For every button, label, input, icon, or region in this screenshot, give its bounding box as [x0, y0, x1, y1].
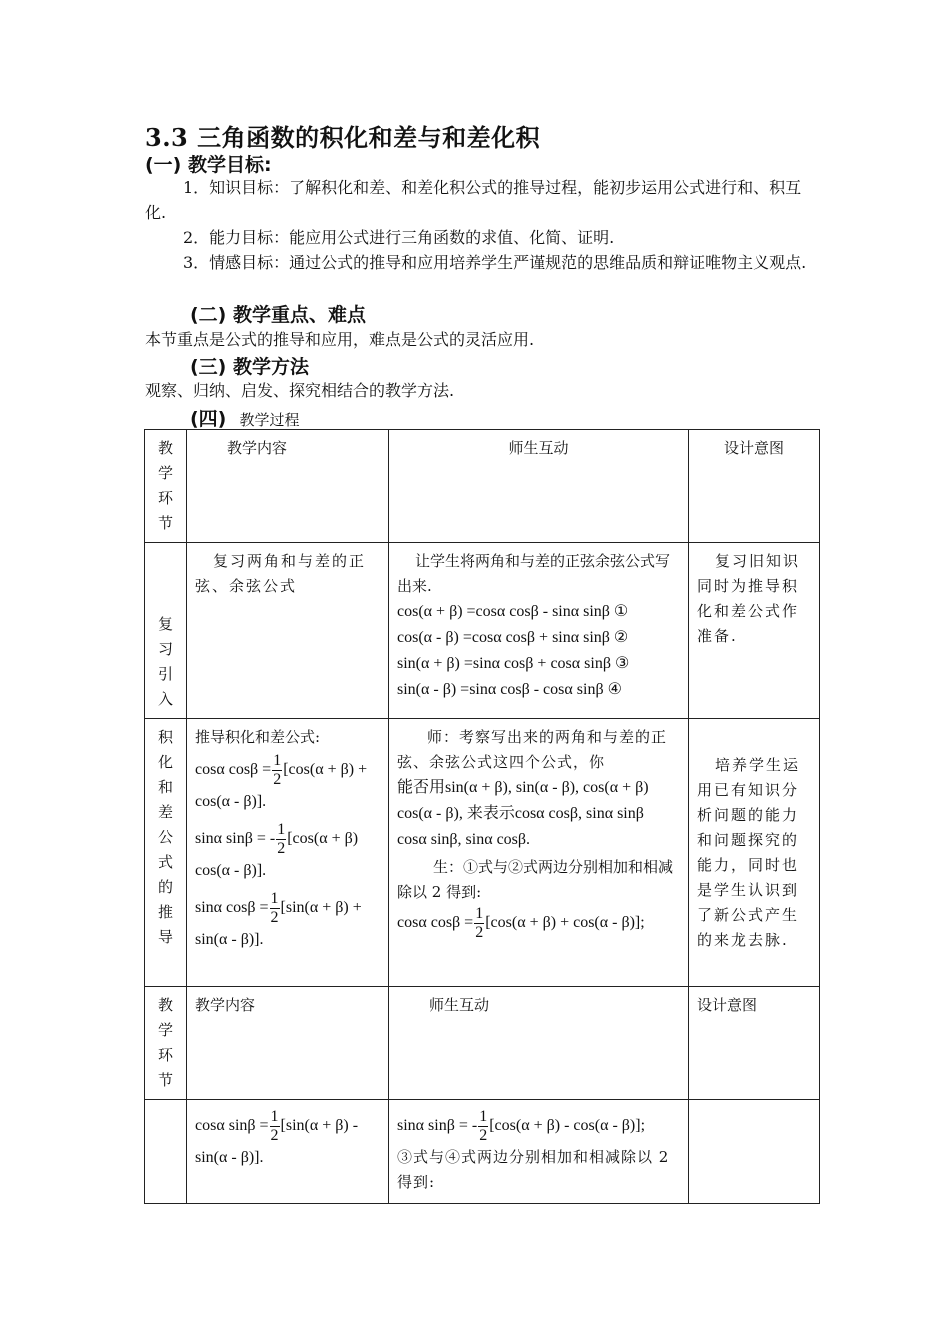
- header-stage-repeat-text: 教 学 环 节: [157, 996, 173, 1089]
- intent-review: 复习旧知识同时为推导积化和差公式作准备.: [689, 543, 820, 719]
- header-content: 教学内容: [187, 430, 389, 543]
- section-1-heading: (一) 教学目标:: [145, 154, 272, 176]
- stage-review: [145, 543, 187, 719]
- header-stage: [145, 430, 187, 543]
- section-3-heading: (三) 教学方法: [190, 356, 309, 378]
- objective-2: 2．能力目标：能应用公式进行三角函数的求值、化简、证明.: [183, 228, 615, 247]
- product-formula-3: [195, 890, 380, 927]
- product-formula-4-lhs: cosα sinβ =: [195, 1117, 269, 1135]
- result-formula-rhs: [cos(α + β) + cos(α - β)];: [485, 914, 645, 932]
- teacher-prompt: 师：考察写出来的两角和与差的正弦、余弦公式这四个公式，你: [397, 728, 668, 771]
- half-fraction: [478, 1108, 488, 1145]
- fraction-denominator: 2: [270, 1127, 279, 1144]
- objective-3: 3．情感目标：通过公式的推导和应用培养学生严谨规范的思维品质和辩证唯物主义观点.: [183, 253, 807, 272]
- formula-1: cos(α + β) =cosα cosβ - sinα sinβ ①: [397, 603, 629, 620]
- table-row: [145, 719, 820, 987]
- fraction-numerator: 1: [270, 890, 279, 907]
- fraction-denominator: 2: [273, 771, 282, 788]
- result-formula: [397, 905, 680, 942]
- result-formula-2-lhs: sinα sinβ = -: [397, 1117, 478, 1135]
- header-stage-repeat: [145, 987, 187, 1100]
- header-interaction-repeat: 师生互动: [389, 987, 689, 1100]
- product-formula-1: [195, 752, 380, 789]
- objective-1: 1．知识目标：了解积化和差、和差化积公式的推导过程，能初步运用公式进行和、积互化.: [145, 178, 802, 222]
- stage-empty: [145, 1100, 187, 1204]
- section-4-heading: [190, 404, 299, 431]
- result-formula-lhs: cosα cosβ =: [397, 914, 474, 932]
- half-fraction: [272, 752, 282, 789]
- product-formula-4: [195, 1108, 380, 1145]
- fraction-denominator: 2: [475, 924, 484, 941]
- fraction-numerator: 1: [475, 905, 484, 922]
- product-formula-1-lhs: cosα cosβ =: [195, 761, 272, 779]
- content-continue: [187, 1100, 389, 1204]
- fraction-numerator: 1: [270, 1108, 279, 1125]
- product-formula-3-lhs: sinα cosβ =: [195, 899, 269, 917]
- content-review: 复习两角和与差的正弦、余弦公式: [187, 543, 389, 719]
- half-fraction: [474, 905, 484, 942]
- product-formula-2-lhs: sinα sinβ = -: [195, 830, 276, 848]
- fraction-denominator: 2: [479, 1127, 488, 1144]
- half-fraction: [276, 821, 286, 858]
- question-line-2: cos(α - β), 来表示cosα cosβ, sinα sinβ: [397, 805, 644, 822]
- result-formula-2: [397, 1108, 680, 1145]
- product-formula-4-cont: sin(α - β)].: [195, 1149, 264, 1166]
- product-formula-1-cont: cos(α - β)].: [195, 793, 267, 810]
- half-fraction: [270, 1108, 280, 1145]
- product-formula-2: [195, 821, 380, 858]
- content-derive-title: 推导积化和差公式:: [195, 728, 321, 746]
- intent-derive: 培养学生运用已有知识分析问题的能力和问题探究的能力，同时也是学生认识到了新公式产生的来龙去脉.: [689, 719, 820, 987]
- half-fraction: [270, 890, 280, 927]
- fraction-numerator: 1: [277, 821, 286, 838]
- header-intent: 设计意图: [689, 430, 820, 543]
- interaction-review: [389, 543, 689, 719]
- header-stage-text: 教 学 环 节: [157, 439, 173, 532]
- stage-derive: [145, 719, 187, 987]
- product-formula-2-cont: cos(α - β)].: [195, 862, 267, 879]
- header-interaction: 师生互动: [389, 430, 689, 543]
- header-content-repeat: 教学内容: [187, 987, 389, 1100]
- student-answer: 生：①式与②式两边分别相加和相减除以 2 得到:: [397, 858, 674, 901]
- teaching-process-table: [144, 429, 820, 1204]
- header-intent-repeat: 设计意图: [689, 987, 820, 1100]
- stage-derive-text: 积 化 和 差 公 式 的 推 导: [157, 728, 173, 946]
- section-2-text: 本节重点是公式的推导和应用，难点是公式的灵活应用.: [145, 330, 535, 349]
- table-header-row: [145, 430, 820, 543]
- content-derive: [187, 719, 389, 987]
- stage-review-text: 复 习 引 入: [157, 615, 173, 708]
- fraction-denominator: 2: [277, 840, 286, 857]
- fraction-numerator: 1: [273, 752, 282, 769]
- interaction-review-intro: 让学生将两角和与差的正弦余弦公式写出来.: [397, 552, 671, 595]
- question-line-3: cosα sinβ, sinα cosβ.: [397, 831, 531, 848]
- page-title: 3.3 三角函数的积化和差与和差化积: [145, 123, 541, 152]
- product-formula-3-cont: sin(α - β)].: [195, 931, 264, 948]
- fraction-denominator: 2: [270, 909, 279, 926]
- fraction-numerator: 1: [479, 1108, 488, 1125]
- table-row: [145, 543, 820, 719]
- product-formula-1-rhs: [cos(α + β) +: [283, 761, 368, 779]
- intent-empty: [689, 1100, 820, 1204]
- product-formula-4-rhs: [sin(α + β) -: [280, 1117, 359, 1135]
- section-3-text: 观察、归纳、启发、探究相结合的教学方法.: [145, 381, 455, 400]
- product-formula-3-rhs: [sin(α + β) +: [280, 899, 362, 917]
- formula-3: sin(α + β) =sinα cosβ + cosα sinβ ③: [397, 655, 630, 672]
- section-4-heading-rest: 教学过程: [239, 411, 300, 429]
- interaction-derive: [389, 719, 689, 987]
- question-line-1: 能否用sin(α + β), sin(α - β), cos(α + β): [397, 779, 649, 796]
- formula-4: sin(α - β) =sinα cosβ - cosα sinβ ④: [397, 681, 622, 698]
- product-formula-2-rhs: [cos(α + β): [287, 830, 359, 848]
- interaction-continue: [389, 1100, 689, 1204]
- table-row: [145, 1100, 820, 1204]
- section-4-heading-bold: (四): [190, 408, 227, 430]
- result-formula-2-rhs: [cos(α + β) - cos(α - β)];: [489, 1117, 646, 1135]
- table-header-row-repeat: [145, 987, 820, 1100]
- formula-2: cos(α - β) =cosα cosβ + sinα sinβ ②: [397, 629, 629, 646]
- student-answer-2: ③式与④式两边分别相加和相减除以 2 得到:: [397, 1148, 670, 1191]
- section-2-heading: (二) 教学重点、难点: [190, 304, 366, 326]
